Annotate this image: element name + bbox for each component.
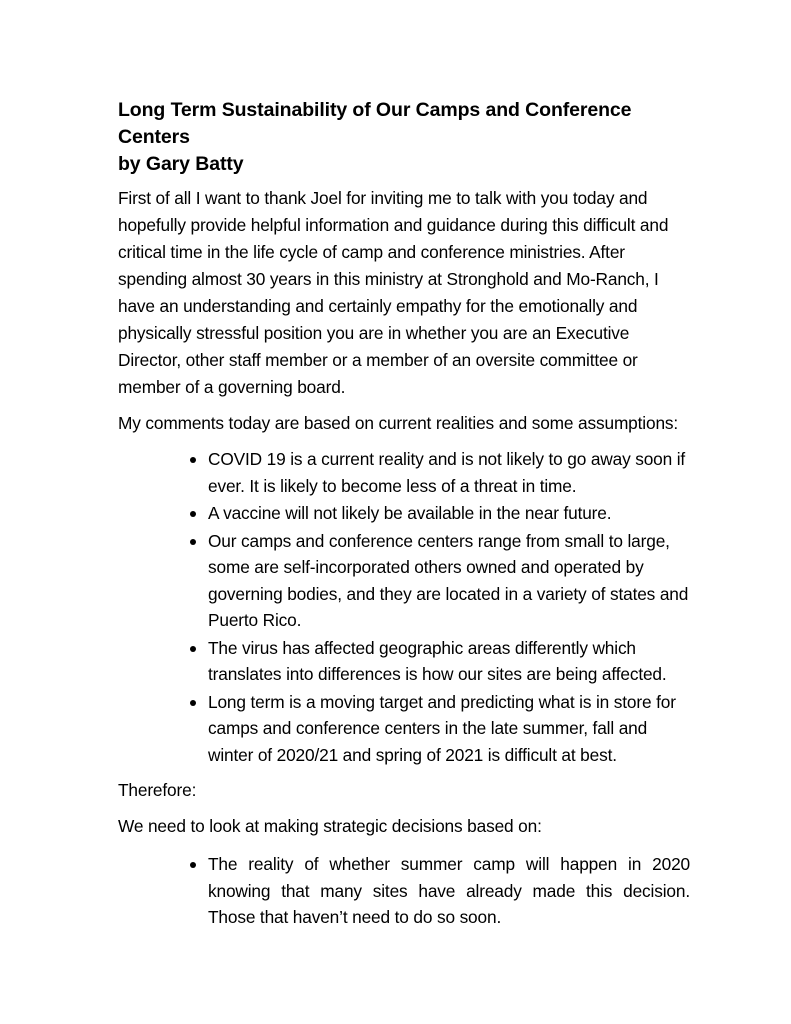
- list-item: [188, 500, 690, 527]
- list-item: [188, 528, 690, 634]
- list-item: [188, 851, 690, 931]
- list-item-text: The virus has affected geographic areas differently which translates into differences is how our sites are being affected.: [208, 637, 667, 684]
- list-item-text: Our camps and conference centers range from small to large, some are self-incorporated others owned and operated by governing bodies, and they are located in a variety of states and Puerto Rico.: [208, 530, 689, 630]
- assumptions-intro: My comments today are based on current realities and some assumptions:: [118, 413, 679, 433]
- list-item-text: The reality of whether summer camp will happen in 2020 knowing that many sites have already made this decision. Those that haven’t need to do so soon.: [208, 854, 690, 927]
- decisions-intro: We need to look at making strategic decisions based on:: [118, 816, 542, 836]
- title-line-1: Long Term Sustainability of Our Camps and Conference Centers: [118, 99, 632, 148]
- list-item-text: A vaccine will not likely be available in the near future.: [208, 503, 612, 523]
- document-page: [118, 97, 690, 940]
- list-item: [188, 689, 690, 769]
- list-item: [188, 635, 690, 688]
- list-item: [188, 446, 690, 499]
- assumptions-list: [118, 446, 690, 768]
- title-byline: by Gary Batty: [118, 153, 244, 175]
- list-item-text: Long term is a moving target and predicting what is in store for camps and conference centers in the late summer, fall and winter of 2020/21 and spring of 2021 is difficult at best.: [208, 691, 676, 765]
- list-item-text: COVID 19 is a current reality and is not likely to go away soon if ever. It is likely to become less of a threat in time.: [208, 449, 686, 496]
- decisions-list: [118, 851, 690, 931]
- document-title: [118, 97, 690, 178]
- intro-paragraph: First of all I want to thank Joel for inviting me to talk with you today and hopefully provide helpful information and guidance during this difficult and critical time in the life cycle of camp and conference ministries. After spending almost 30 years in this ministry at Stronghold and Mo-Ranch, I have an understanding and certainly empathy for the emotionally and physically stressful position you are in whether you are an Executive Director, other staff member or a member of an oversite committee or member of a governing board.: [118, 188, 669, 397]
- therefore-label: Therefore:: [118, 780, 197, 800]
